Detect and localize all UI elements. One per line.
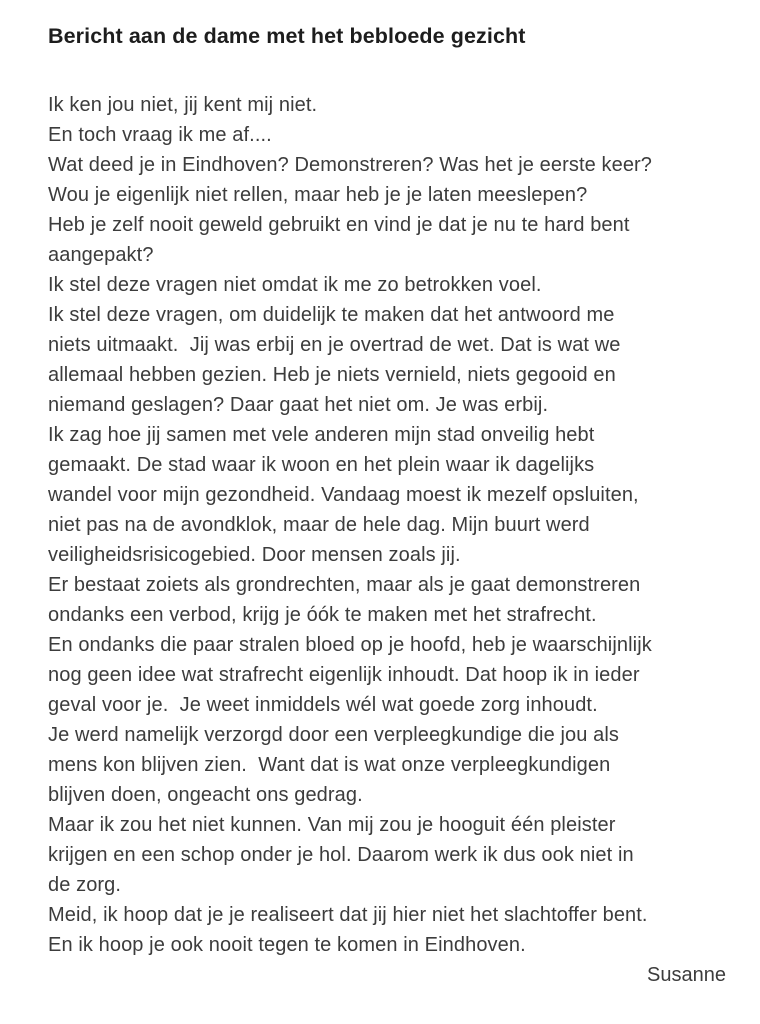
text-line: En toch vraag ik me af.... bbox=[48, 124, 272, 146]
text-line: Maar ik zou het niet kunnen. Van mij zou je hooguit één pleister bbox=[48, 814, 616, 836]
text-line: nog geen idee wat strafrecht eigenlijk inhoudt. Dat hoop ik in ieder bbox=[48, 664, 640, 686]
text-line: Meid, ik hoop dat je je realiseert dat jij hier niet het slachtoffer bent. bbox=[48, 904, 648, 926]
text-line: niemand geslagen? Daar gaat het niet om. Je was erbij. bbox=[48, 394, 549, 416]
text-line: allemaal hebben gezien. Heb je niets vernield, niets gegooid en bbox=[48, 364, 616, 386]
text-line: niets uitmaakt. Jij was erbij en je overtrad de wet. Dat is wat we bbox=[48, 334, 621, 356]
text-line: wandel voor mijn gezondheid. Vandaag moest ik mezelf opsluiten, bbox=[48, 484, 639, 506]
text-line: geval voor je. Je weet inmiddels wél wat goede zorg inhoudt. bbox=[48, 694, 598, 716]
text-line: blijven doen, ongeacht ons gedrag. bbox=[48, 784, 363, 806]
text-line: de zorg. bbox=[48, 874, 122, 896]
text-line: mens kon blijven zien. Want dat is wat onze verpleegkundigen bbox=[48, 754, 611, 776]
text-line: En ondanks die paar stralen bloed op je hoofd, heb je waarschijnlijk bbox=[48, 634, 652, 656]
text-line: niet pas na de avondklok, maar de hele dag. Mijn buurt werd bbox=[48, 514, 590, 536]
signature: Susanne bbox=[647, 964, 726, 986]
text-line: Wat deed je in Eindhoven? Demonstreren? Was het je eerste keer? bbox=[48, 154, 653, 176]
letter-body bbox=[48, 90, 726, 960]
text-line: Heb je zelf nooit geweld gebruikt en vind je dat je nu te hard bent bbox=[48, 214, 630, 236]
text-line: Ik ken jou niet, jij kent mij niet. bbox=[48, 94, 318, 116]
text-line: En ik hoop je ook nooit tegen te komen in Eindhoven. bbox=[48, 934, 526, 956]
text-line: Ik zag hoe jij samen met vele anderen mijn stad onveilig hebt bbox=[48, 424, 595, 446]
page-title: Bericht aan de dame met het bebloede gezicht bbox=[48, 24, 526, 48]
text-line: Wou je eigenlijk niet rellen, maar heb je je laten meeslepen? bbox=[48, 184, 588, 206]
text-line: ondanks een verbod, krijg je óók te maken met het strafrecht. bbox=[48, 604, 597, 626]
text-line: Ik stel deze vragen, om duidelijk te maken dat het antwoord me bbox=[48, 304, 615, 326]
text-line: gemaakt. De stad waar ik woon en het plein waar ik dagelijks bbox=[48, 454, 595, 476]
text-line: Er bestaat zoiets als grondrechten, maar als je gaat demonstreren bbox=[48, 574, 641, 596]
text-line: Je werd namelijk verzorgd door een verpleegkundige die jou als bbox=[48, 724, 619, 746]
text-line: aangepakt? bbox=[48, 244, 154, 266]
text-line: krijgen en een schop onder je hol. Daarom werk ik dus ook niet in bbox=[48, 844, 634, 866]
text-line: veiligheidsrisicogebied. Door mensen zoals jij. bbox=[48, 544, 461, 566]
text-line: Ik stel deze vragen niet omdat ik me zo betrokken voel. bbox=[48, 274, 542, 296]
